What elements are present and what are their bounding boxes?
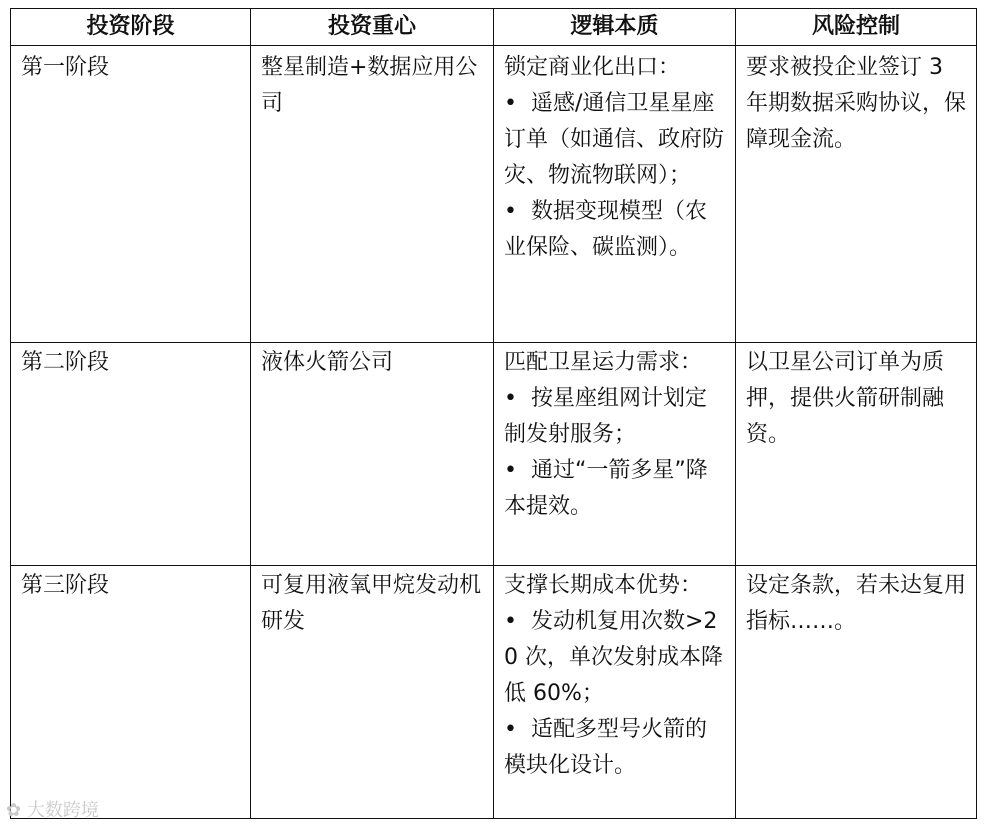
header-focus: 投资重心	[251, 9, 494, 46]
table-row	[11, 46, 977, 343]
bullet-icon: •	[504, 199, 517, 224]
bullet-icon: •	[504, 458, 517, 483]
table-header-row	[11, 9, 977, 46]
logic-bullet-text: 适配多型号火箭的模块化设计。	[504, 717, 707, 778]
stage-cell: 第一阶段	[11, 46, 251, 343]
logic-bullet	[504, 604, 725, 712]
header-risk: 风险控制	[736, 9, 977, 46]
logic-intro: 支撑长期成本优势：	[504, 573, 703, 598]
logic-cell	[494, 46, 736, 343]
logic-bullet-text: 遥感/通信卫星星座订单（如通信、政府防灾、物流物联网）；	[504, 91, 725, 188]
logic-bullet	[504, 453, 725, 525]
risk-cell: 要求被投企业签订 3 年期数据采购协议，保障现金流。	[736, 46, 977, 343]
bullet-icon: •	[504, 717, 517, 742]
stage-cell: 第三阶段	[11, 566, 251, 819]
bullet-icon: •	[504, 386, 517, 411]
logic-bullet-text: 按星座组网计划定制发射服务；	[504, 386, 707, 447]
logic-bullet-text: 发动机复用次数>20 次，单次发射成本降低 60%；	[504, 609, 723, 706]
focus-cell: 整星制造+数据应用公司	[251, 46, 494, 343]
watermark-text: 大数跨境	[26, 800, 99, 821]
watermark-logo-icon: ✿	[6, 800, 22, 821]
bullet-icon: •	[504, 91, 517, 116]
investment-stage-table	[10, 8, 977, 819]
risk-cell: 以卫星公司订单为质押，提供火箭研制融资。	[736, 343, 977, 566]
focus-cell: 液体火箭公司	[251, 343, 494, 566]
logic-cell	[494, 343, 736, 566]
logic-bullet-text: 数据变现模型（农业保险、碳监测）。	[504, 199, 707, 260]
bullet-icon: •	[504, 609, 517, 634]
stage-cell: 第二阶段	[11, 343, 251, 566]
logic-bullet	[504, 712, 725, 784]
logic-bullet	[504, 86, 725, 194]
table-row	[11, 566, 977, 819]
table-row	[11, 343, 977, 566]
logic-bullet-text: 通过“一箭多星”降本提效。	[504, 458, 708, 519]
focus-cell: 可复用液氧甲烷发动机研发	[251, 566, 494, 819]
risk-cell: 设定条款，若未达复用指标……。	[736, 566, 977, 819]
watermark	[6, 796, 99, 822]
logic-cell	[494, 566, 736, 819]
logic-bullet	[504, 381, 725, 453]
header-stage: 投资阶段	[11, 9, 251, 46]
header-logic: 逻辑本质	[494, 9, 736, 46]
logic-bullet	[504, 194, 725, 266]
logic-intro: 匹配卫星运力需求：	[504, 350, 703, 375]
logic-intro: 锁定商业化出口：	[504, 55, 681, 80]
